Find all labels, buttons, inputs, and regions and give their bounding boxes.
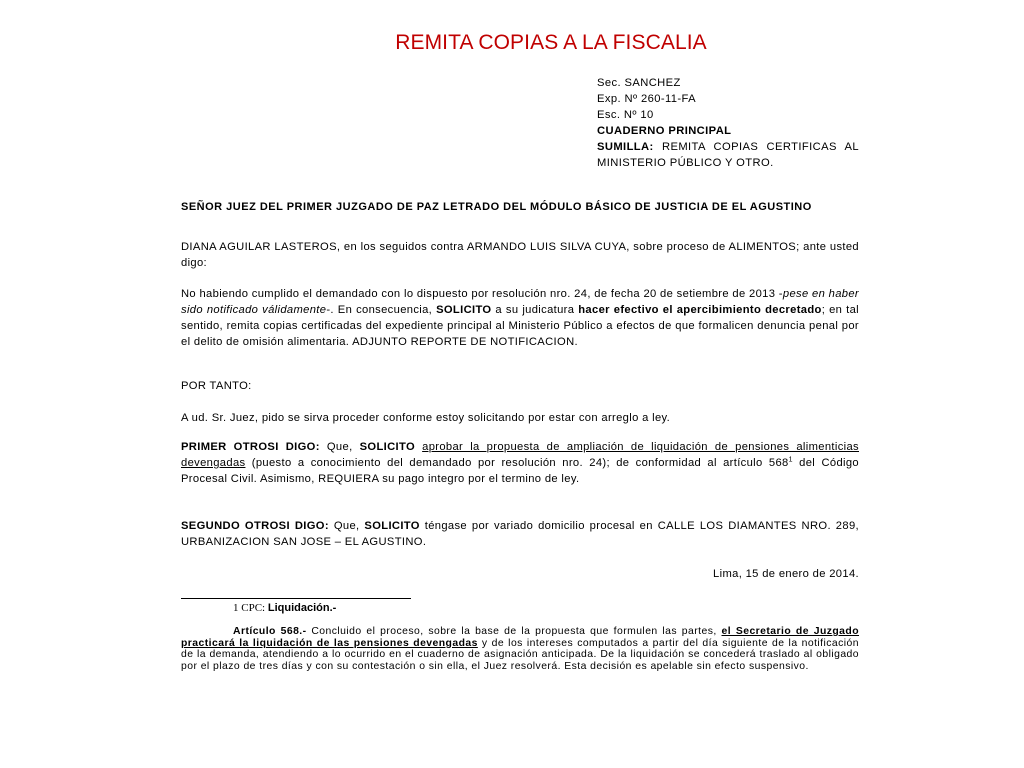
main-paragraph	[181, 286, 859, 350]
main-solicito: SOLICITO	[436, 304, 492, 316]
first-otrosi-text-a: Que,	[319, 441, 360, 453]
footnote-marker: 1	[788, 456, 793, 464]
first-otrosi-solicito: SOLICITO	[359, 441, 416, 453]
footnote-heading	[233, 601, 336, 615]
first-otrosi-text-c: del Código Procesal Civil. Asimismo, REQUIERA su pago integro por el termino de ley.	[181, 457, 859, 485]
footnote-text-a: Concluido el proceso, sobre la base de la propuesta que formulen las partes,	[306, 626, 722, 637]
main-text-bold: hacer efectivo el apercibimiento decretado	[578, 304, 822, 316]
request-paragraph: A ud. Sr. Juez, pido se sirva proceder conforme estoy solicitando por estar con arreglo a ley.	[181, 412, 671, 424]
sumilla	[597, 139, 859, 171]
first-otrosi-underlined: aprobar la propuesta de ampliación de liquidación de pensiones alimenticias devengadas	[181, 441, 859, 469]
main-text-italic: pese en haber sido notificado válidamente	[181, 288, 859, 316]
second-otrosi-text-a: Que,	[328, 520, 365, 532]
second-otrosi	[181, 518, 859, 550]
party-paragraph: DIANA AGUILAR LASTEROS, en los seguidos contra ARMANDO LUIS SILVA CUYA, sobre proceso de ALIMENTOS; ante usted digo:	[181, 241, 859, 269]
first-otrosi	[181, 439, 859, 487]
cuaderno-line: CUADERNO PRINCIPAL	[597, 125, 732, 137]
footnote-title: Liquidación.-	[267, 602, 337, 614]
second-otrosi-text-b: téngase por variado domicilio procesal en CALLE LOS DIAMANTES NRO. 289, URBANIZACION SAN JOSE – EL AGUSTINO.	[181, 520, 859, 548]
first-otrosi-text-b: (puesto a conocimiento del demandado por resolución nro. 24); de conformidad al artículo 568	[245, 457, 789, 469]
footnote-divider	[181, 598, 411, 599]
second-otrosi-label: SEGUNDO OTROSI DIGO:	[181, 520, 329, 532]
first-otrosi-label: PRIMER OTROSI DIGO:	[181, 441, 320, 453]
document-title: REMITA COPIAS A LA FISCALIA	[395, 31, 707, 54]
expediente-line: Exp. Nº 260-11-FA	[597, 93, 696, 105]
sumilla-label: SUMILLA:	[597, 141, 654, 153]
second-otrosi-solicito: SOLICITO	[364, 520, 420, 532]
footnote-article: Artículo 568.-	[233, 626, 307, 637]
sumilla-text: REMITA COPIAS CERTIFICAS AL MINISTERIO PÚBLICO Y OTRO.	[597, 141, 859, 169]
date-line: Lima, 15 de enero de 2014.	[713, 568, 859, 580]
footnote-text-b: y de los intereses computados a partir del día siguiente de la notificación de la demanda, atendiendo a lo ocurrido en el cuaderno de asignación anticipada. De la liquidación se concederá traslado al obligado por el plazo de tres días y con su contestación o sin ella, el Juez resolverá. Esta decisión es apelable sin efecto suspensivo.	[181, 637, 860, 672]
main-text-c: a su judicatura	[491, 304, 579, 316]
addressee: SEÑOR JUEZ DEL PRIMER JUZGADO DE PAZ LETRADO DEL MÓDULO BÁSICO DE JUSTICIA DE EL AGUSTINO	[181, 201, 812, 213]
main-text-d: ; en tal sentido, remita copias certificadas del expediente principal al Ministerio Público a efectos de que formalicen denuncia penal por el delito de omisión alimentaria. ADJUNTO REPORTE DE NOTIFICACION.	[181, 304, 860, 348]
case-header	[597, 75, 859, 171]
footnote-body	[181, 626, 859, 672]
main-text-b: -. En consecuencia,	[326, 304, 437, 316]
secretary-line: Sec. SANCHEZ	[597, 77, 681, 89]
footnote-ref: 1 CPC:	[233, 602, 268, 614]
footnote-bold-underlined: el Secretario de Juzgado practicará la liquidación de las pensiones devengadas	[181, 626, 860, 649]
escrito-line: Esc. Nº 10	[597, 109, 654, 121]
por-tanto: POR TANTO:	[181, 380, 252, 392]
main-text-a: No habiendo cumplido el demandado con lo dispuesto por resolución nro. 24, de fecha 20 de setiembre de 2013 -	[181, 288, 783, 300]
